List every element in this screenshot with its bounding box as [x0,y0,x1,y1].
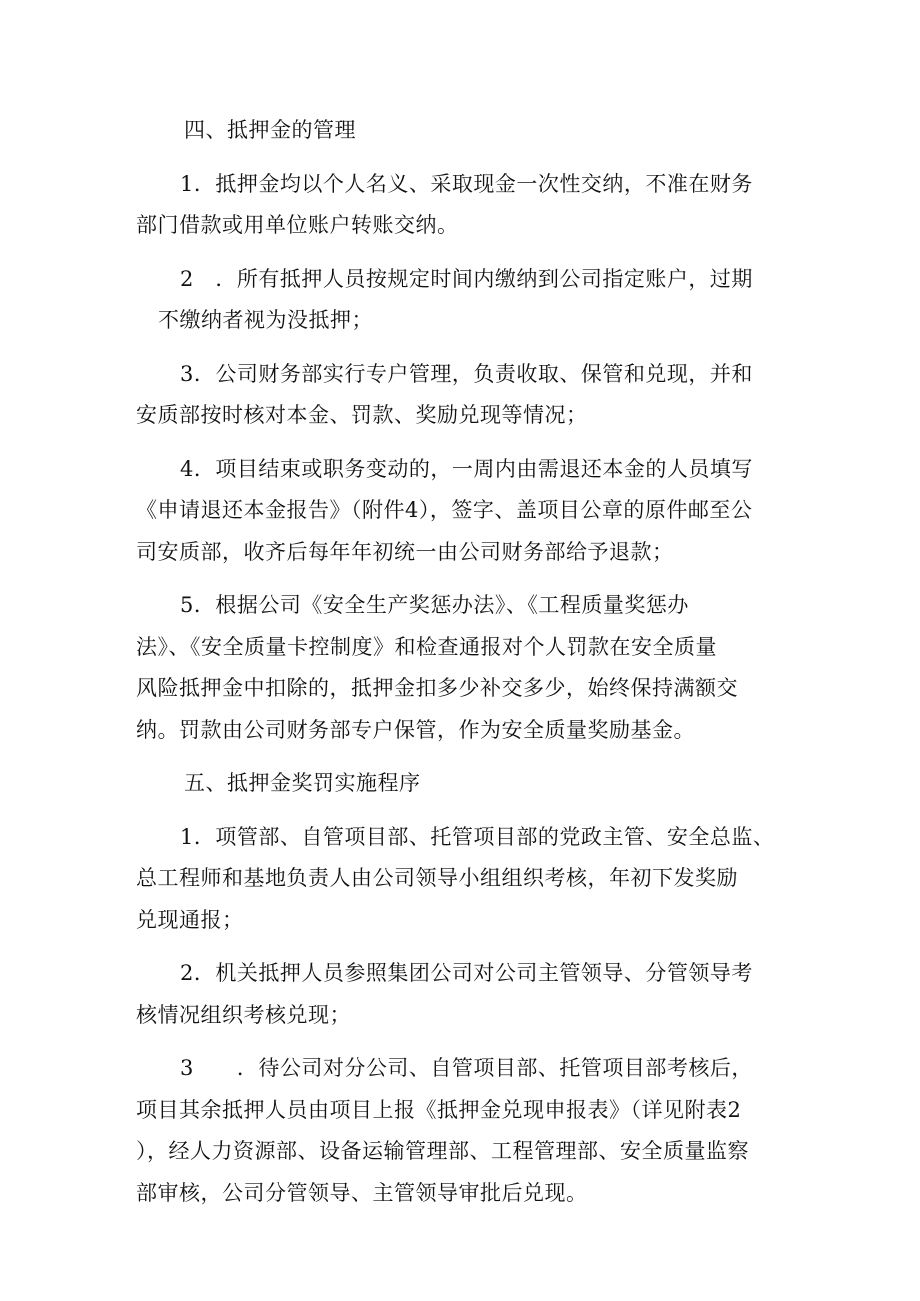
paragraph-line: 不缴纳者视为没抵押； [158,308,373,332]
paragraph-line: 《申请退还本金报告》（附件4），签字、盖项目公章的原件邮至公 [136,498,753,522]
paragraph-line: 风险抵押金中扣除的，抵押金扣多少补交多少，始终保持满额交 [136,676,738,700]
paragraph-line: ），经人力资源部、设备运输管理部、工程管理部、安全质量监察 [136,1139,749,1163]
paragraph-line: 兑现通报； [136,907,244,932]
paragraph-line: 司安质部，收齐后每年年初统一由公司财务部给予退款； [136,539,674,564]
paragraph-line: 3 ．待公司对分公司、自管项目部、托管项目部考核后， [180,1056,753,1080]
paragraph-line: 2 ．所有抵押人员按规定时间内缴纳到公司指定账户，过期 [180,266,753,291]
paragraph-line: 1．抵押金均以个人名义、采取现金一次性交纳，不准在财务 [180,171,753,196]
paragraph-line: 项目其余抵押人员由项目上报《抵押金兑现申报表》（详见附表2 [136,1097,742,1122]
paragraph-line: 1．项管部、自管项目部、托管项目部的党政主管、安全总监、 [180,824,775,849]
section-heading: 五、抵押金奖罚实施程序 [184,771,421,795]
paragraph-line: 安质部按时核对本金、罚款、奖励兑现等情况； [136,403,588,427]
paragraph-line: 纳。罚款由公司财务部专户保管，作为安全质量奖励基金。 [136,717,695,742]
paragraph-line: 部门借款或用单位账户转账交纳。 [136,213,459,237]
paragraph-line: 法》、《安全质量卡控制度》和检查通报对个人罚款在安全质量 [136,634,717,659]
paragraph-line: 总工程师和基地负责人由公司领导小组组织考核，年初下发奖励 [136,866,738,890]
paragraph-line: 3．公司财务部实行专户管理，负责收取、保管和兑现，并和 [180,361,753,386]
paragraph-line: 5．根据公司《安全生产奖惩办法》、《工程质量奖惩办 [180,593,689,617]
document-body [136,110,792,1214]
paragraph-line: 部审核，公司分管领导、主管领导审批后兑现。 [136,1180,588,1205]
paragraph-line: 4．项目结束或职务变动的，一周内由需退还本金的人员填写 [180,456,753,481]
paragraph-line: 2．机关抵押人员参照集团公司对公司主管领导、分管领导考 [180,961,753,985]
section-heading: 四、抵押金的管理 [184,118,356,142]
paragraph-line: 核情况组织考核兑现； [136,1002,351,1027]
